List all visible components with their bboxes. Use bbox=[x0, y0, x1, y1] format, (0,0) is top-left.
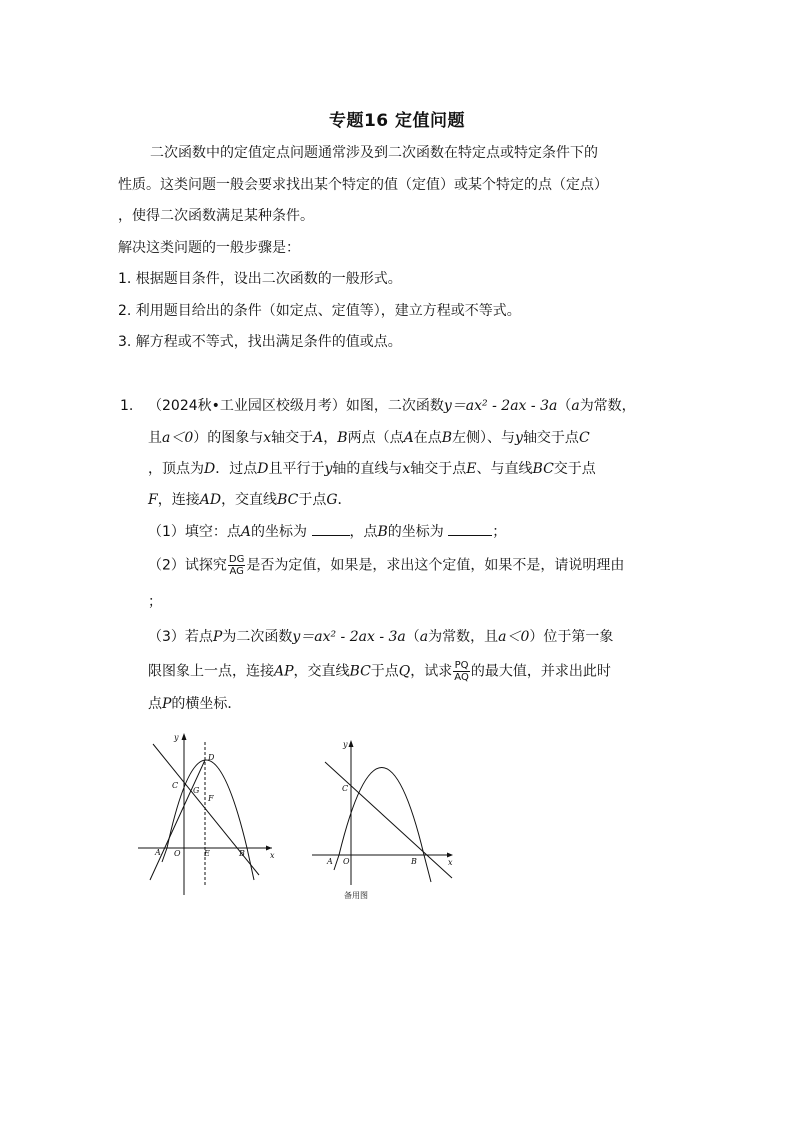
label-a-2: A bbox=[327, 857, 333, 866]
label-x-1: x bbox=[270, 851, 275, 860]
part-2: （2）试探究 $\frac{DG}{AG}$ 是否为定值，如果是，求出这个定值，如果不是，请说明理由 bbox=[148, 554, 625, 577]
problem-line-1: （2024秋•工业园区校级月考）如图，二次函数y＝ax² - 2ax - 3a（a为常数， bbox=[148, 398, 636, 414]
line-ad-1 bbox=[150, 760, 205, 880]
label-c-1: C bbox=[172, 781, 179, 790]
problem-line-4: F，连接AD，交直线BC于点G． bbox=[148, 492, 352, 508]
label-b-1: B bbox=[239, 849, 245, 858]
label-f-1: F bbox=[208, 794, 214, 803]
label-d-1: D bbox=[208, 753, 215, 762]
steps-header: 解决这类问题的一般步骤是： bbox=[118, 240, 300, 256]
problem-line-3: ，顶点为D．过点D且平行于y轴的直线与x轴交于点E、与直线BC交于点 bbox=[148, 461, 596, 477]
label-a-1: A bbox=[155, 848, 161, 857]
intro-line-2: 性质。这类问题一般会要求找出某个特定的值（定值）或某个特定的点（定点） bbox=[118, 177, 608, 193]
label-o-2: O bbox=[343, 857, 350, 866]
intro-line-1: 二次函数中的定值定点问题通常涉及到二次函数在特定点或特定条件下的 bbox=[150, 145, 598, 161]
label-o-1: O bbox=[174, 849, 181, 858]
label-y-1: y bbox=[174, 733, 179, 742]
label-g-1: G bbox=[193, 786, 200, 795]
label-x-2: x bbox=[448, 858, 453, 867]
problem-number: 1. bbox=[120, 398, 134, 414]
page-title: 专题16 定值问题 bbox=[328, 111, 466, 131]
parabola-2 bbox=[339, 768, 431, 883]
intro-line-3: ，使得二次函数满足某种条件。 bbox=[118, 208, 314, 224]
part-3-line-2: 限图象上一点，连接AP，交直线BC于点Q，试求 $\frac{PQ}{AQ}$ 的最大值，并求出此时 bbox=[148, 660, 611, 683]
fraction-pq-aq: $\frac{PQ}{AQ}$ bbox=[454, 660, 469, 683]
step-3: 3. 解方程或不等式，找出满足条件的值或点。 bbox=[118, 334, 402, 350]
part-2-end: ； bbox=[148, 594, 162, 610]
label-c-2: C bbox=[342, 784, 349, 793]
label-y-2: y bbox=[343, 740, 348, 749]
part-3-line-3: 点P的横坐标． bbox=[148, 696, 242, 712]
fraction-dg-ag: $\frac{DG}{AG}$ bbox=[228, 554, 245, 577]
step-2: 2. 利用题目给出的条件（如定点、定值等），建立方程或不等式。 bbox=[118, 303, 521, 319]
label-b-2: B bbox=[411, 857, 417, 866]
part-1: （1）填空：点A的坐标为 ，点B的坐标为 ； bbox=[148, 521, 506, 542]
problem-line-2: 且a＜0）的图象与x轴交于A，B两点（点A在点B左侧）、与y轴交于点C bbox=[148, 430, 590, 446]
figure-2-caption: 备用图 bbox=[344, 891, 368, 900]
part-3-line-1: （3）若点P为二次函数y＝ax² - 2ax - 3a（a为常数，且a＜0）位于第一象 bbox=[148, 629, 614, 645]
label-e-1: E bbox=[204, 849, 210, 858]
step-1: 1. 根据题目条件，设出二次函数的一般形式。 bbox=[118, 271, 402, 287]
